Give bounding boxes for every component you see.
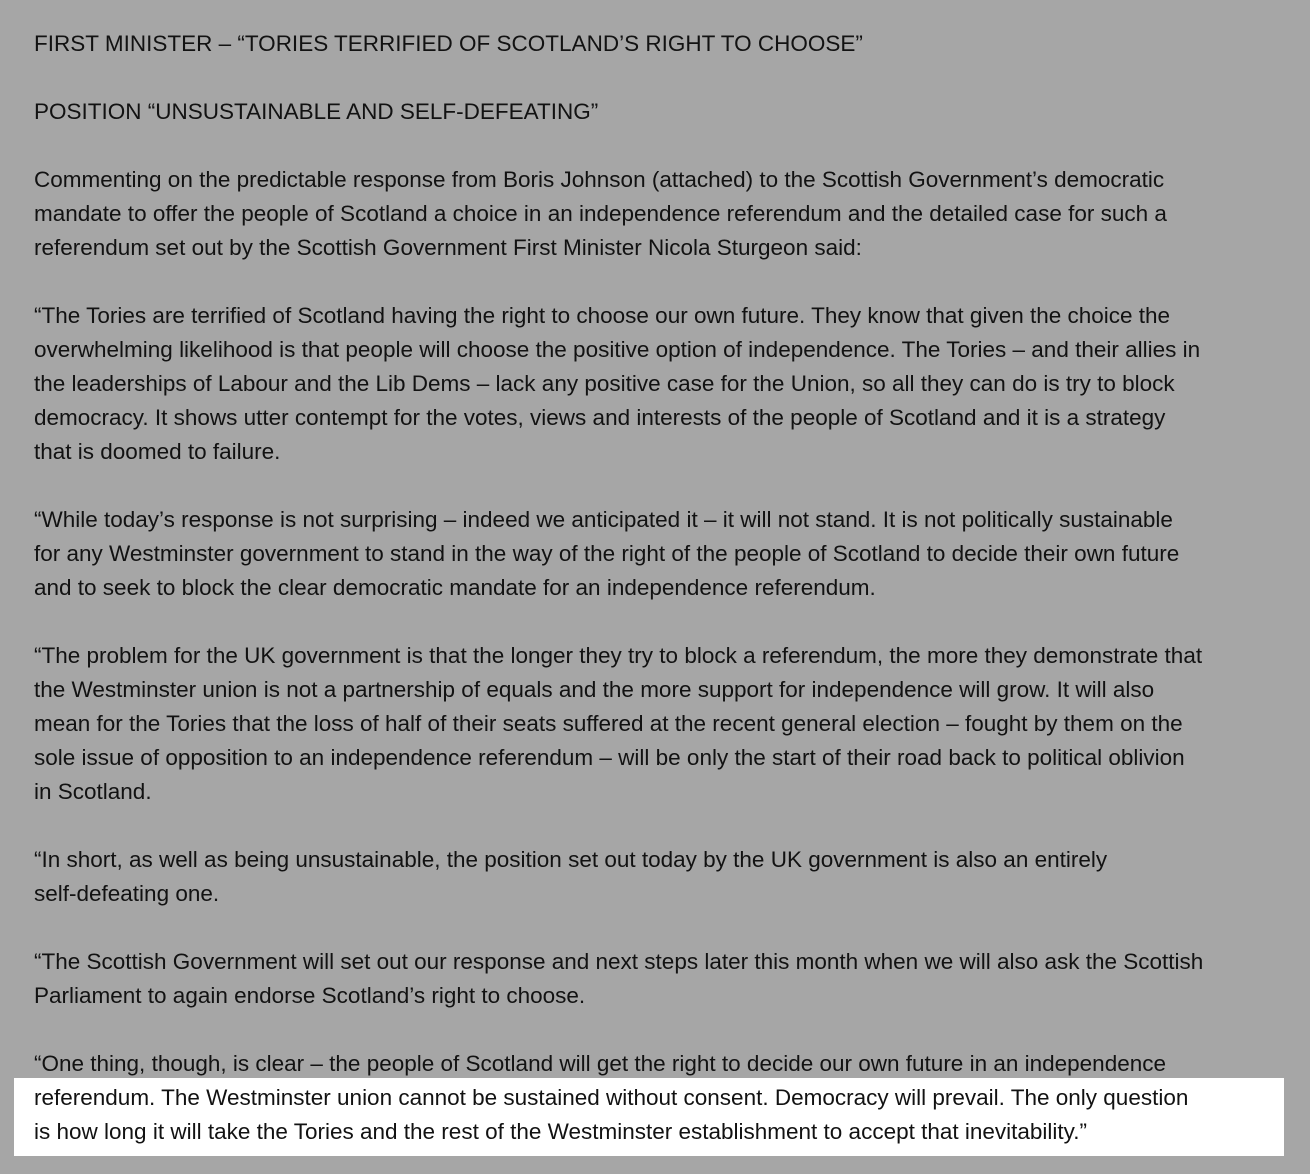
headline: FIRST MINISTER – “TORIES TERRIFIED OF SCOTLAND’S RIGHT TO CHOOSE”: [34, 31, 863, 56]
paragraph-quote-2: “While today’s response is not surprising – indeed we anticipated it – it will not stand. It is not politically sustainable for any Westminster government to stand in the way of the right of the people of Scotland to decide their own future and to seek to block the clear democratic mandate for an independence referendum.: [34, 507, 1180, 600]
press-release-document: [34, 27, 1296, 1149]
paragraph-quote-5: “The Scottish Government will set out our response and next steps later this month when we will also ask the Scottish Parliament to again endorse Scotland’s right to choose.: [34, 949, 1204, 1008]
subheadline: POSITION “UNSUSTAINABLE AND SELF-DEFEATING”: [34, 99, 599, 124]
paragraph-quote-4: “In short, as well as being unsustainable, the position set out today by the UK government is also an entirely self-defeating one.: [34, 847, 1108, 906]
paragraph-quote-6: “One thing, though, is clear – the people of Scotland will get the right to decide our own future in an independence referendum. The Westminster union cannot be sustained without consent. Democracy will prevail. The only question is how long it will take the Tories and the rest of the Westminster establishment to accept that inevitability.”: [34, 1051, 1189, 1144]
paragraph-quote-3: “The problem for the UK government is that the longer they try to block a referendum, the more they demonstrate that the Westminster union is not a partnership of equals and the more support for independence will grow. It will also mean for the Tories that the loss of half of their seats suffered at the recent general election – fought by them on the sole issue of opposition to an independence referendum – will be only the start of their road back to political oblivion in Scotland.: [34, 643, 1203, 804]
paragraph-quote-1: “The Tories are terrified of Scotland having the right to choose our own future. They know that given the choice the overwhelming likelihood is that people will choose the positive option of independence. The Tories – and their allies in the leaderships of Labour and the Lib Dems – lack any positive case for the Union, so all they can do is try to block democracy. It shows utter contempt for the votes, views and interests of the people of Scotland and it is a strategy that is doomed to failure.: [34, 303, 1201, 464]
paragraph-intro: Commenting on the predictable response from Boris Johnson (attached) to the Scottish Government’s democratic mandate to offer the people of Scotland a choice in an independence referendum and the detailed case for such a referendum set out by the Scottish Government First Minister Nicola Sturgeon said:: [34, 167, 1167, 260]
